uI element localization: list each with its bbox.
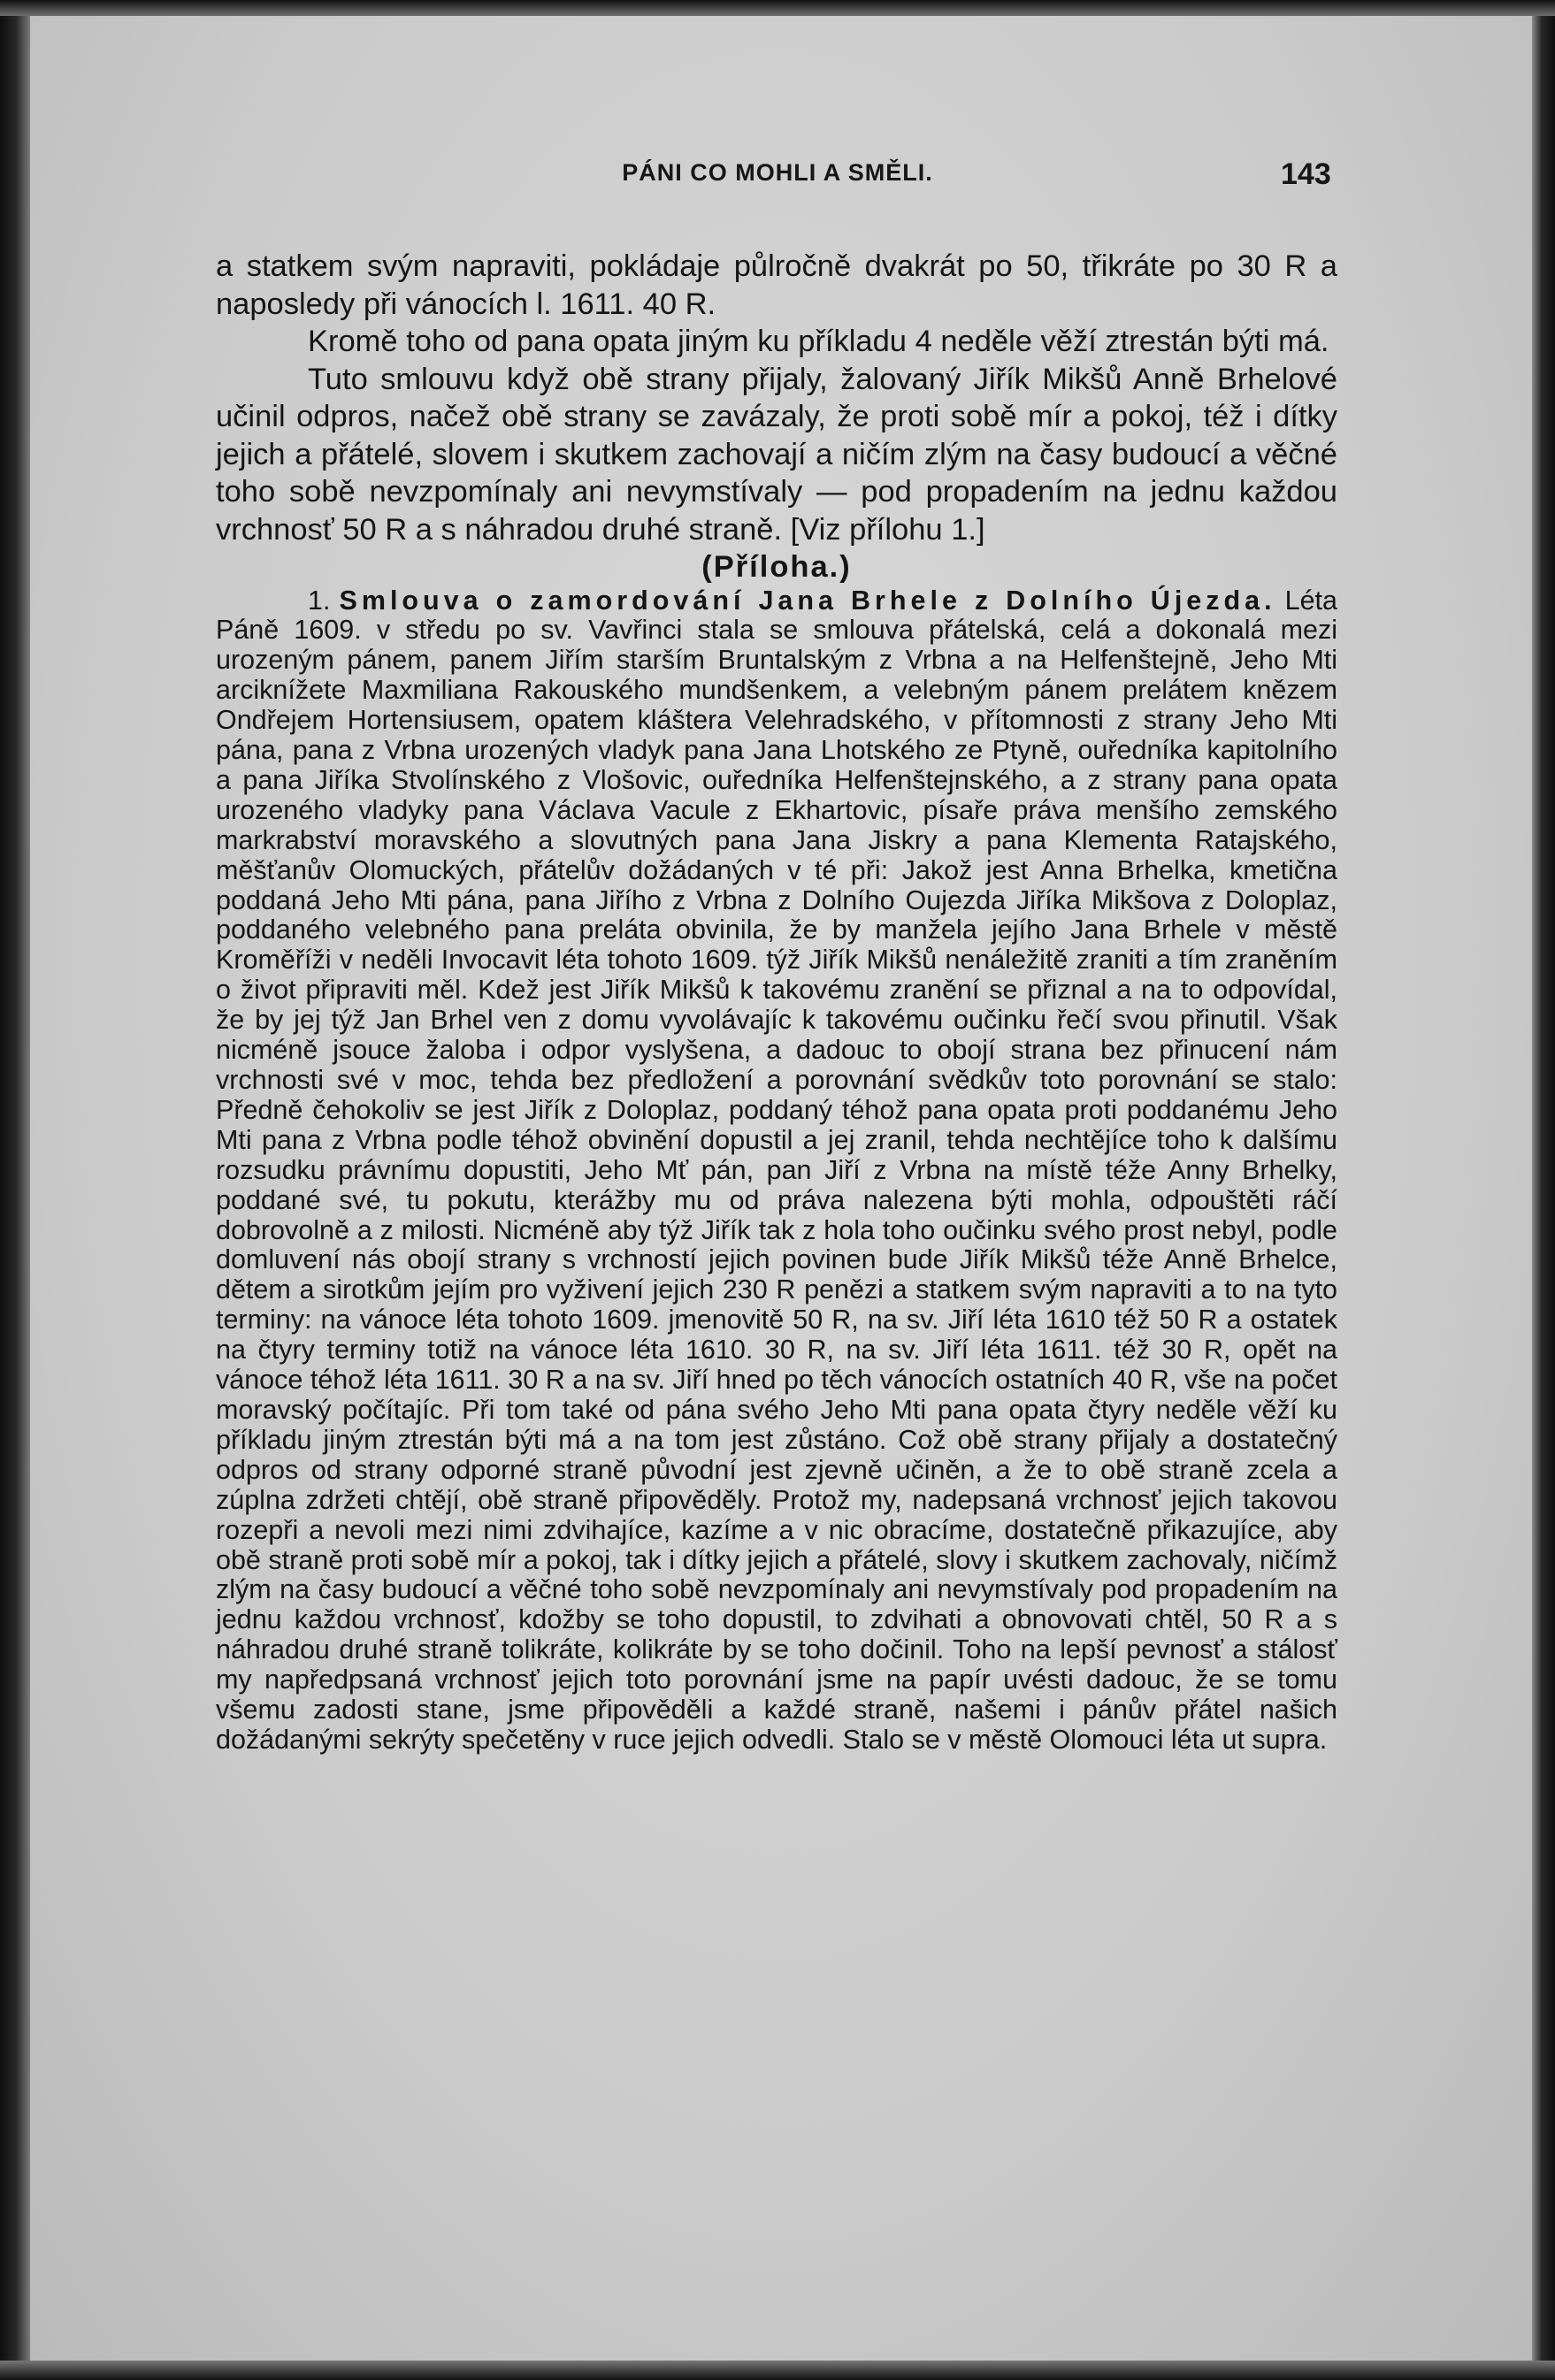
scan-edge-bottom (0, 2361, 1555, 2380)
appendix-doc-number: 1. (308, 585, 331, 616)
scan-edge-top (0, 0, 1555, 16)
page-number: 143 (1281, 157, 1331, 191)
appendix-doc-text: Léta Páně 1609. v středu po sv. Vavřinci stala se smlouva přátelská, celá a dokonalá mezi urozeným pánem, panem Jiřím starším Bruntalským z Vrbna a na Helfenštejně, Jeho Mti arciknížete Maxmiliana Rakouského mundšenkem, a velebným pánem prelátem knězem Ondřejem Hortensiusem, opatem kláštera Velehradského, v přítomnosti z strany Jeho Mti pána, pana z Vrbna urozených vladyk pana Jana Lhotského ze Ptyně, ouředníka kapitolního a pana Jiříka Stvolínského z Vlošovic, ouředníka Helfenštejnského, a z strany pana opata urozeného vladyky pana Václava Vacule z Ekhartovic, písaře práva menšího zemského markrabství moravského a slovutných pana Jana Jiskry a pana Klementa Ratajského, měšťanův Olomuckých, přátelův dožádaných v té při: Jakož jest Anna Brhelka, kmetična poddaná Jeho Mti pána, pana Jiřího z Vrbna z Dolního Oujezda Jiříka Mikšova z Doloplaz, poddaného velebného pana preláta obvinila, že by manžela jejího Jana Brhele v městě Kroměříži v neděli Invocavit léta tohoto 1609. týž Jiřík Mikšů nenáležitě zraniti a tím zraněním o život připraviti měl. Kdež jest Jiřík Mikšů k takovému zranění se přiznal a na to odpovídal, že by jej týž Jan Brhel ven z domu vyvolávajíc k takovému oučinku řečí svou přinutil. Však nicméně jsouce žaloba i odpor vyslyšena, a dadouc to obojí strana bez přinucení nám vrchnosti své v moc, tehda bez předložení a porovnání svědkův toto porovnání se stalo: Předně čehokoliv se jest Jiřík z Doloplaz, poddaný téhož pana opata proti poddanému Jeho Mti pana z Vrbna podle téhož obvinění dopustil a jej zranil, tehda nechtějíce toho k dalšímu rozsudku právnímu dopustiti, Jeho Mť pán, pan Jiří z Vrbna na místě téže Anny Brhelky, poddané své, tu pokutu, kterážby mu od práva nalezena býti mohla, odpouštěti ráčí dobrovolně a z milosti. Nicméně aby týž Jiřík tak z hola toho oučinku svého prost nebyl, podle domluvení nás obojí strany s vrchností jejich povinen bude Jiřík Mikšů téže Anně Brhelce, dětem a sirotkům jejím pro vyživení jejich 230 R penězi a statkem svým napraviti a to na tyto terminy: na vánoce léta tohoto 1609. jmenovitě 50 R, na sv. Jiří léta 1610 též 50 R a ostatek na čtyry terminy totiž na vánoce léta 1610. 30 R, na sv. Jiří léta 1611. též 30 R, opět na vánoce téhož léta 1611. 30 R a na sv. Jiří hned po těch vánocích ostatních 40 R, vše na počet moravský počítajíc. Při tom také od pána svého Jeho Mti pana opata čtyry neděle věží ku příkladu jiným ztrestán býti má a na tom jest zůstáno. Což obě strany přijaly a dostatečný odpros od strany odporné straně původní jest zjevně učiněn, a že to obě straně zcela a zúplna zdržeti chtějí, obě straně připověděly. Protož my, nadepsaná vrchnosť jejich takovou rozepři a nevoli mezi nimi zdvihajíce, kazíme a v nic obracíme, dostatečně přikazujíce, aby obě straně proti sobě mír a pokoj, tak i dítky jejich a přátelé, slovy i skutkem zachovaly, ničímž zlým na časy budoucí a věčné toho sobě nevzpomínaly ani nevymstívaly pod propadením na jednu každou vrchnosť, kdožby se toho dopustil, to zdvihati a obnovovati chtěl, 50 R a s náhradou druhé straně tolikráte, kolikráte by se toho dočinil. Toho na lepší pevnosť a stálosť my napředpsaná vrchnosť jejich toto porovnání jsme na papír uvésti dadouc, že se tomu všemu zadosti stane, jsme připověděli a každé straně, našemi i pánův přátel našich dožádanými sekrýty spečetěny v ruce jejich odvedli. Stalo se v městě Olomouci léta ut supra. (216, 585, 1337, 1755)
appendix-heading: (Příloha.) (701, 550, 852, 584)
appendix-document (216, 586, 1337, 1756)
scan-edge-right (1532, 0, 1555, 2380)
paragraph-penalty: Kromě toho od pana opata jiným ku příkladu 4 neděle věží ztrestán býti má. (308, 325, 1329, 358)
paragraph-agreement: Tuto smlouvu když obě strany přijaly, žalovaný Jiřík Mikšů Anně Brhelové učinil odpros, načež obě strany se zavázaly, že proti sobě mír a pokoj, též i dítky jejich a přátelé, slovem i skutkem zachovají a ničím zlým na časy budoucí a věčné toho sobě nevzpomínaly ani nevymstívaly — pod propadením na jednu každou vrchnosť 50 R a s náhradou druhé straně. [Viz přílohu 1.] (216, 362, 1337, 547)
running-title: PÁNI CO MOHLI A SMĚLI. (622, 159, 933, 186)
appendix-doc-title: Smlouva o zamordování Jana Brhele z Dolního Újezda. (339, 585, 1276, 616)
scan-edge-left (0, 0, 30, 2380)
paragraph-continuation: a statkem svým napraviti, pokládaje půlročně dvakrát po 50, třikráte po 30 R a naposledy při vánocích l. 1611. 40 R. (216, 249, 1337, 321)
main-text (216, 248, 1337, 1756)
